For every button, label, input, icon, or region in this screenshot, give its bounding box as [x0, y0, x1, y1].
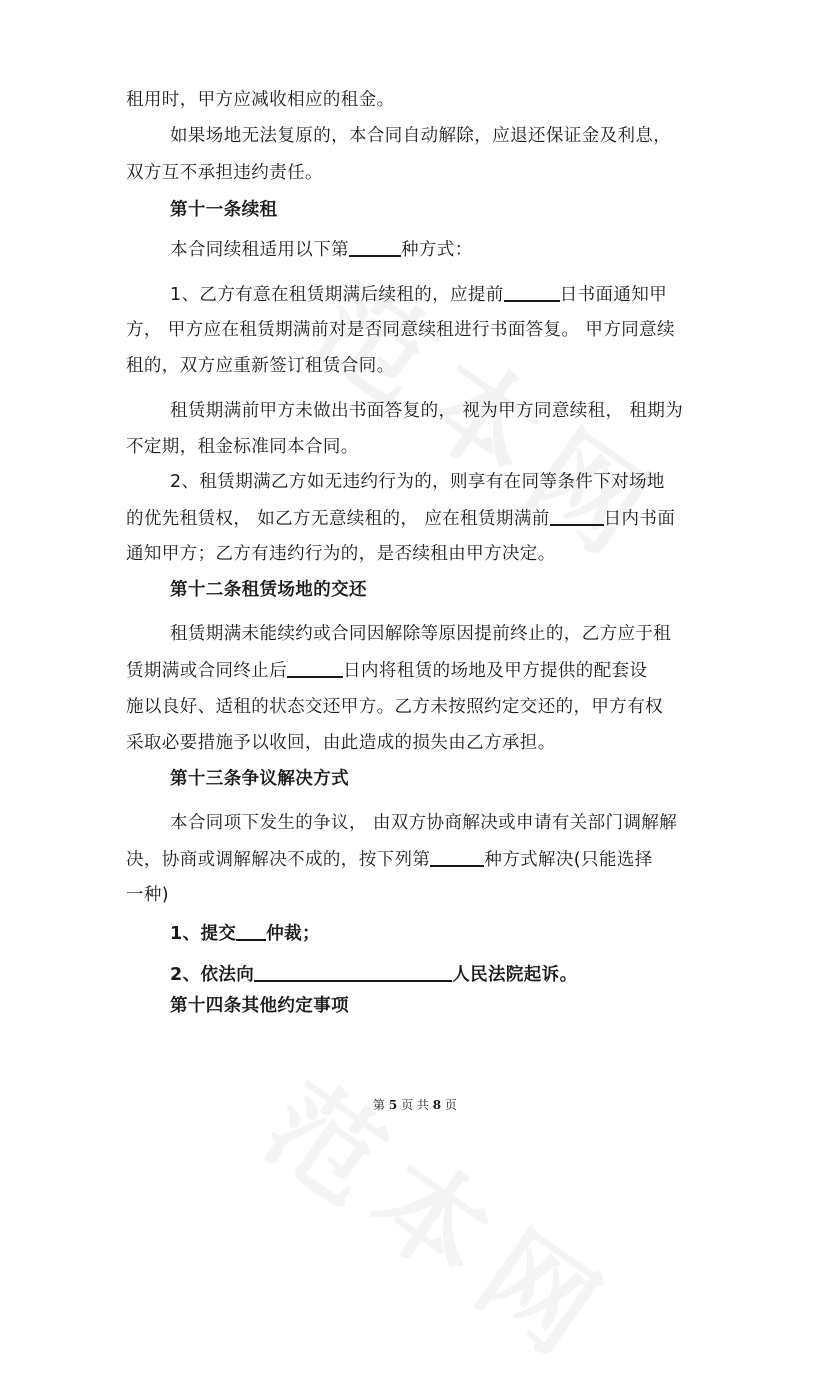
paragraph-line: 双方互不承担违约责任。	[126, 163, 323, 183]
text-run: 2、依法向	[170, 965, 255, 985]
paragraph-line: 租赁期满未能续约或合同因解除等原因提前终止的，乙方应于租	[170, 624, 672, 644]
watermark	[239, 1040, 649, 1393]
fill-in-blank	[254, 962, 452, 982]
paragraph-line	[126, 847, 716, 872]
text-run: 决，协商或调解解决不成的，按下列第	[126, 850, 431, 870]
text-run: 日书面通知甲	[559, 285, 668, 305]
text-run: 人民法院起诉。	[452, 965, 578, 985]
text-run: 本合同续租适用以下第	[170, 240, 349, 260]
paragraph-line: 租用时，甲方应减收相应的租金。	[126, 90, 395, 110]
paragraph-line	[170, 962, 760, 987]
footer-text: 页 共	[401, 1098, 429, 1112]
footer-text: 页	[444, 1098, 457, 1112]
paragraph-line: 如果场地无法复原的，本合同自动解除，应退还保证金及利息，	[170, 126, 672, 146]
paragraph-line	[170, 282, 760, 307]
page-total: 8	[432, 1098, 442, 1112]
section-heading-14: 第十四条其他约定事项	[170, 996, 349, 1016]
fill-in-blank	[550, 506, 604, 526]
paragraph-line: 不定期，租金标准同本合同。	[126, 437, 359, 457]
text-run: 赁期满或合同终止后	[126, 661, 288, 681]
page-number: 5	[388, 1098, 398, 1112]
fill-in-blank	[430, 847, 484, 867]
paragraph-line: 一种)	[126, 885, 170, 905]
paragraph-line	[126, 658, 716, 683]
footer-text: 第	[373, 1098, 386, 1112]
paragraph-line: 租赁期满前甲方未做出书面答复的， 视为甲方同意续租， 租期为	[170, 401, 684, 421]
paragraph-line	[170, 237, 760, 262]
paragraph-line: 通知甲方；乙方有违约行为的，是否续租由甲方决定。	[126, 544, 556, 564]
paragraph-line: 租的，双方应重新签订租赁合同。	[126, 356, 395, 376]
text-run: 种方式：	[401, 240, 473, 260]
page-footer	[0, 1097, 830, 1113]
paragraph-line: 方， 甲方应在租赁期满前对是否同意续租进行书面答复。 甲方同意续	[126, 320, 675, 340]
paragraph-line: 施以良好、适租的状态交还甲方。乙方未按照约定交还的，甲方有权	[126, 697, 663, 717]
text-run: 的优先租赁权， 如乙方无意续租的， 应在租赁期满前	[126, 509, 550, 529]
paragraph-line	[126, 506, 716, 531]
paragraph-line: 本合同项下发生的争议， 由双方协商解决或申请有关部门调解解	[170, 813, 678, 833]
text-run: 仲裁；	[266, 924, 320, 944]
text-run: 种方式解决(只能选择	[484, 850, 653, 870]
fill-in-blank	[287, 658, 343, 678]
section-heading-12: 第十二条租赁场地的交还	[170, 580, 367, 600]
paragraph-line	[170, 921, 760, 946]
paragraph-line: 2、租赁期满乙方如无违约行为的，则享有在同等条件下对场地	[170, 472, 665, 492]
section-heading-13: 第十三条争议解决方式	[170, 769, 349, 789]
fill-in-blank	[349, 237, 401, 257]
text-run: 1、乙方有意在租赁期满后续租的，应提前	[170, 285, 504, 305]
paragraph-line: 采取必要措施予以收回，由此造成的损失由乙方承担。	[126, 733, 556, 753]
text-run: 日内将租赁的场地及甲方提供的配套设	[343, 661, 648, 681]
fill-in-blank	[504, 282, 560, 302]
text-run: 1、提交	[170, 924, 237, 944]
section-heading-11: 第十一条续租	[170, 200, 278, 220]
fill-in-blank	[236, 921, 266, 941]
text-run: 日内书面	[603, 509, 676, 529]
